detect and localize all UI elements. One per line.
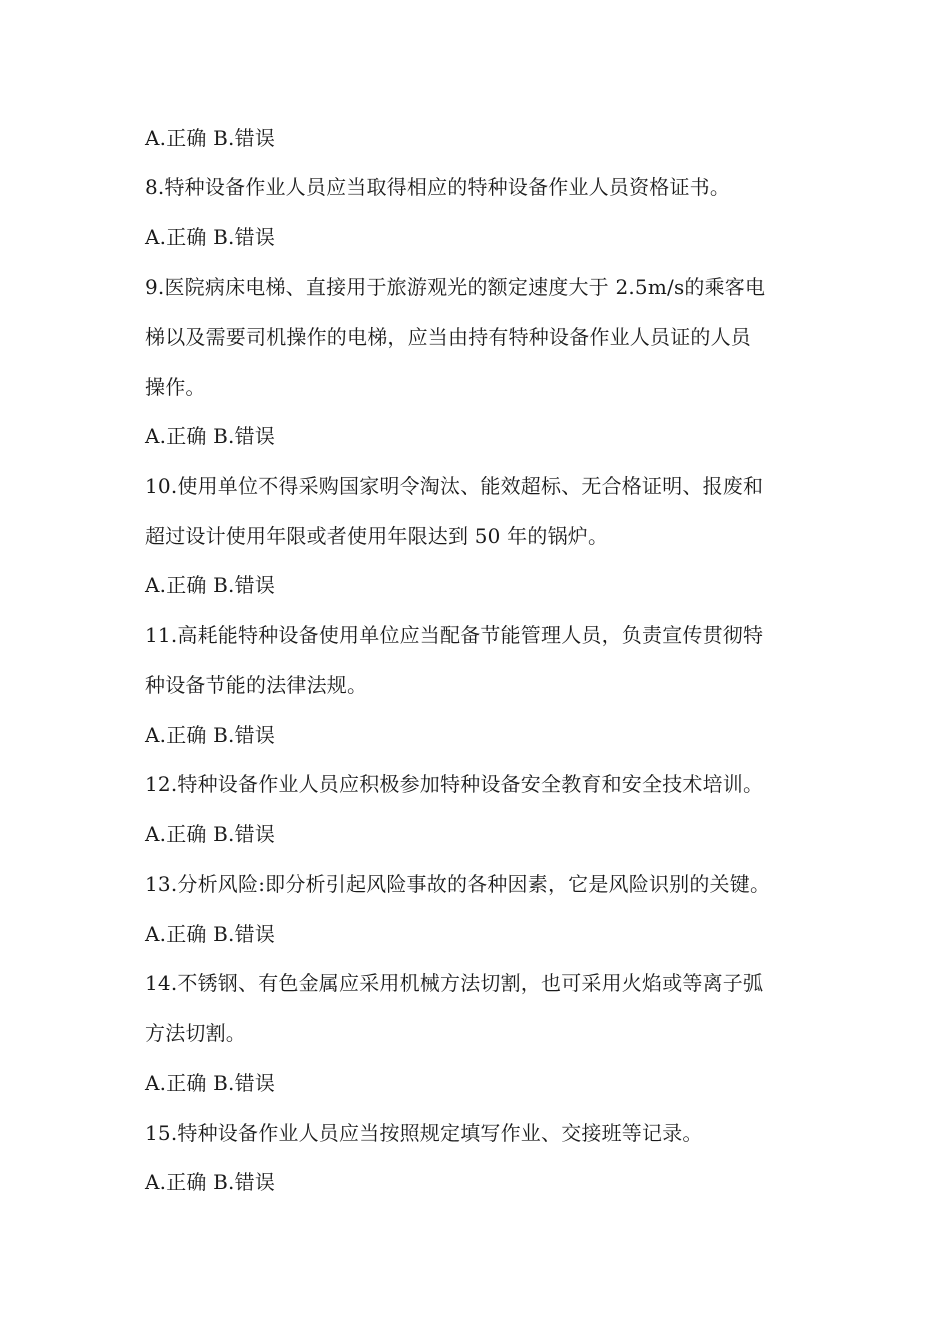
question-13: 13.分析风险:即分析引起风险事故的各种因素，它是风险识别的关键。 [145, 872, 771, 896]
question-15: 15.特种设备作业人员应当按照规定填写作业、交接班等记录。 [145, 1121, 703, 1145]
answer-options: A.正确 B.错误 [145, 1170, 276, 1194]
question-10-line-2: 超过设计使用年限或者使用年限达到 50 年的锅炉。 [145, 524, 609, 548]
question-9-line-1: 9.医院病床电梯、直接用于旅游观光的额定速度大于 2.5m/s的乘客电 [145, 275, 766, 299]
answer-options: A.正确 B.错误 [145, 822, 276, 846]
question-11-line-1: 11.高耗能特种设备使用单位应当配备节能管理人员，负责宣传贯彻特 [145, 623, 764, 647]
question-14-line-2: 方法切割。 [145, 1021, 246, 1045]
answer-options: A.正确 B.错误 [145, 424, 276, 448]
question-14-line-1: 14.不锈钢、有色金属应采用机械方法切割，也可采用火焰或等离子弧 [145, 971, 764, 995]
question-12: 12.特种设备作业人员应积极参加特种设备安全教育和安全技术培训。 [145, 772, 764, 796]
answer-options: A.正确 B.错误 [145, 1071, 276, 1095]
question-11-line-2: 种设备节能的法律法规。 [145, 673, 368, 697]
answer-options: A.正确 B.错误 [145, 922, 276, 946]
answer-options: A.正确 B.错误 [145, 573, 276, 597]
question-9-line-2: 梯以及需要司机操作的电梯，应当由持有特种设备作业人员证的人员 [145, 325, 751, 349]
question-9-line-3: 操作。 [145, 375, 206, 399]
answer-options: A.正确 B.错误 [145, 126, 276, 150]
answer-options: A.正确 B.错误 [145, 723, 276, 747]
answer-options: A.正确 B.错误 [145, 225, 276, 249]
question-8: 8.特种设备作业人员应当取得相应的特种设备作业人员资格证书。 [145, 175, 731, 199]
question-10-line-1: 10.使用单位不得采购国家明令淘汰、能效超标、无合格证明、报废和 [145, 474, 764, 498]
